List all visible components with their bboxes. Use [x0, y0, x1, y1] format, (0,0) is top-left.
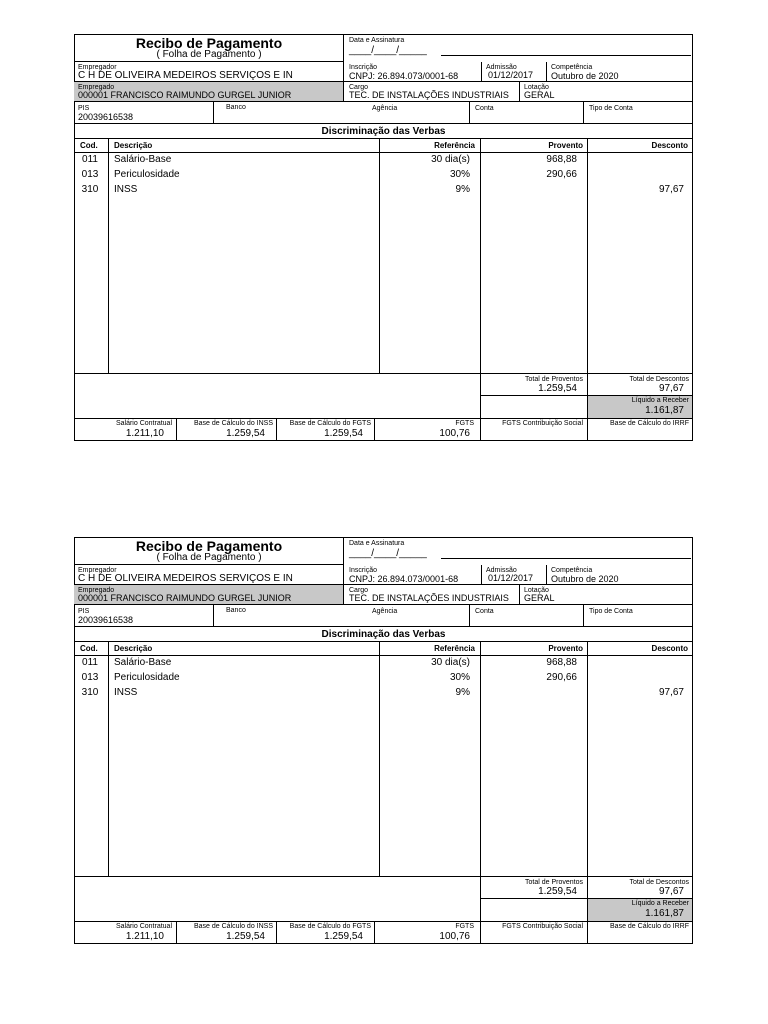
banco-label: Banco: [226, 607, 246, 614]
col-referencia: Referência: [434, 141, 475, 150]
cargo-label: Cargo: [349, 587, 369, 594]
fgts-social-label: FGTS Contribuição Social: [502, 420, 583, 427]
base-irrf-label: Base de Cálculo do IRRF: [610, 420, 689, 427]
admissao-label: Admissão: [486, 567, 517, 574]
liquido-label: Líquido a Receber: [631, 397, 689, 404]
total-proventos-label: Total de Proventos: [525, 376, 583, 383]
item-descricao: Periculosidade: [114, 672, 180, 683]
total-descontos-value: 97,67: [658, 886, 684, 897]
salario-value: 1.211,10: [125, 931, 164, 942]
receipt-title: Recibo de Pagamento: [135, 538, 283, 554]
inscricao-label: Inscrição: [349, 567, 378, 574]
col-sep: [587, 139, 588, 419]
agencia-label: Agência: [372, 105, 398, 112]
receipt-title: Recibo de Pagamento: [135, 35, 283, 51]
banco-agencia-cell: [214, 605, 470, 627]
col-provento: Provento: [548, 644, 583, 653]
liquido-label: Líquido a Receber: [631, 900, 689, 907]
inscricao-value: CNPJ: 26.894.073/0001-68: [349, 574, 459, 584]
footer-top-line: [74, 921, 693, 922]
col-descricao: Descrição: [114, 141, 153, 150]
total-descontos-label: Total de Descontos: [629, 879, 689, 886]
item-referencia: 9%: [455, 687, 470, 698]
banco-label: Banco: [226, 104, 246, 111]
signature-line[interactable]: [441, 558, 691, 559]
liquido-value: 1.161,87: [645, 908, 684, 919]
item-referencia: 9%: [455, 184, 470, 195]
col-cod: Cod.: [80, 141, 98, 150]
col-sep: [480, 642, 481, 922]
payslip-receipt-2: [74, 537, 693, 944]
employer-name: C H DE OLIVEIRA MEDEIROS SERVIÇOS E IN: [78, 70, 293, 81]
item-cod: 013: [81, 672, 99, 683]
item-descricao: Salário-Base: [114, 154, 172, 165]
totals-top-line: [74, 876, 693, 877]
item-descricao: Periculosidade: [114, 169, 180, 180]
fgts-social-label: FGTS Contribuição Social: [502, 923, 583, 930]
banco-agencia-cell: [214, 102, 470, 124]
base-fgts-label: Base de Cálculo do FGTS: [289, 923, 371, 930]
employee-label: Empregado: [78, 84, 115, 91]
total-proventos-value: 1.259,54: [538, 383, 577, 394]
item-desconto: 97,67: [658, 687, 684, 698]
col-sep: [108, 642, 109, 876]
competencia-label: Competência: [551, 64, 593, 71]
section-title: Discriminação das Verbas: [321, 629, 446, 640]
lotacao-value: GERAL: [524, 593, 555, 603]
item-desconto: 97,67: [658, 184, 684, 195]
item-provento: 290,66: [546, 169, 577, 180]
fgts-value: 100,76: [439, 428, 470, 439]
item-provento: 290,66: [546, 672, 577, 683]
admissao-label: Admissão: [486, 64, 517, 71]
tipo-conta-label: Tipo de Conta: [589, 608, 633, 615]
salario-label: Salário Contratual: [115, 923, 172, 930]
col-desconto: Desconto: [651, 644, 688, 653]
receipt-subtitle: ( Folha de Pagamento ): [156, 552, 262, 563]
conta-label: Conta: [475, 105, 494, 112]
admissao-value: 01/12/2017: [488, 573, 534, 583]
lotacao-label: Lotação: [524, 587, 549, 594]
fgts-label: FGTS: [455, 923, 474, 930]
date-signature-label: Data e Assinatura: [349, 37, 405, 44]
tipo-conta-label: Tipo de Conta: [589, 105, 633, 112]
employee-name: 000001 FRANCISCO RAIMUNDO GURGEL JUNIOR: [78, 90, 292, 100]
employer-name: C H DE OLIVEIRA MEDEIROS SERVIÇOS E IN: [78, 573, 293, 584]
pis-label: PIS: [78, 608, 90, 615]
total-proventos-value: 1.259,54: [538, 886, 577, 897]
base-inss-label: Base de Cálculo do INSS: [194, 923, 273, 930]
agencia-label: Agência: [372, 608, 398, 615]
admissao-value: 01/12/2017: [488, 70, 534, 80]
payslip-receipt-1: [74, 34, 693, 441]
col-desconto: Desconto: [651, 141, 688, 150]
receipt-subtitle: ( Folha de Pagamento ): [156, 49, 262, 60]
salario-label: Salário Contratual: [115, 420, 172, 427]
col-sep: [587, 642, 588, 922]
conta-label: Conta: [475, 608, 494, 615]
total-descontos-label: Total de Descontos: [629, 376, 689, 383]
cargo-value: TEC. DE INSTALAÇÕES INDUSTRIAIS: [349, 593, 509, 603]
col-descricao: Descrição: [114, 644, 153, 653]
item-descricao: Salário-Base: [114, 657, 172, 668]
col-referencia: Referência: [434, 644, 475, 653]
competencia-value: Outubro de 2020: [551, 71, 619, 81]
col-sep: [480, 139, 481, 419]
competencia-label: Competência: [551, 567, 593, 574]
pis-value: 20039616538: [78, 615, 134, 625]
total-descontos-value: 97,67: [658, 383, 684, 394]
employer-label: Empregador: [78, 64, 117, 71]
col-cod: Cod.: [80, 644, 98, 653]
date-signature-label: Data e Assinatura: [349, 540, 405, 547]
item-cod: 011: [82, 154, 98, 165]
date-field[interactable]: ____/____/_____: [349, 45, 427, 56]
signature-line[interactable]: [441, 55, 691, 56]
competencia-value: Outubro de 2020: [551, 574, 619, 584]
base-inss-value: 1.259,54: [226, 931, 265, 942]
item-provento: 968,88: [546, 657, 577, 668]
item-descricao: INSS: [114, 687, 138, 698]
item-cod: 013: [81, 169, 99, 180]
base-inss-value: 1.259,54: [226, 428, 265, 439]
item-descricao: INSS: [114, 184, 138, 195]
item-cod: 310: [81, 687, 99, 698]
lotacao-value: GERAL: [524, 90, 555, 100]
item-cod: 310: [81, 184, 99, 195]
fgts-label: FGTS: [455, 420, 474, 427]
employee-label: Empregado: [78, 587, 115, 594]
inscricao-label: Inscrição: [349, 64, 378, 71]
inscricao-value: CNPJ: 26.894.073/0001-68: [349, 71, 459, 81]
item-referencia: 30%: [449, 672, 470, 683]
employer-label: Empregador: [78, 567, 117, 574]
item-provento: 968,88: [546, 154, 577, 165]
base-inss-label: Base de Cálculo do INSS: [194, 420, 273, 427]
cargo-value: TEC. DE INSTALAÇÕES INDUSTRIAIS: [349, 90, 509, 100]
item-referencia: 30 dia(s): [431, 657, 470, 668]
fgts-value: 100,76: [439, 931, 470, 942]
totals-top-line: [74, 373, 693, 374]
pis-label: PIS: [78, 105, 90, 112]
lotacao-label: Lotação: [524, 84, 549, 91]
salario-value: 1.211,10: [125, 428, 164, 439]
item-referencia: 30%: [449, 169, 470, 180]
pis-value: 20039616538: [78, 112, 134, 122]
col-provento: Provento: [548, 141, 583, 150]
base-fgts-label: Base de Cálculo do FGTS: [289, 420, 371, 427]
liquido-value: 1.161,87: [645, 405, 684, 416]
item-referencia: 30 dia(s): [431, 154, 470, 165]
employee-name: 000001 FRANCISCO RAIMUNDO GURGEL JUNIOR: [78, 593, 292, 603]
section-title: Discriminação das Verbas: [321, 126, 446, 137]
item-cod: 011: [82, 657, 98, 668]
base-fgts-value: 1.259,54: [324, 428, 363, 439]
cargo-label: Cargo: [349, 84, 369, 91]
total-proventos-label: Total de Proventos: [525, 879, 583, 886]
base-irrf-label: Base de Cálculo do IRRF: [610, 923, 689, 930]
col-sep: [108, 139, 109, 373]
footer-top-line: [74, 418, 693, 419]
base-fgts-value: 1.259,54: [324, 931, 363, 942]
date-field[interactable]: ____/____/_____: [349, 548, 427, 559]
